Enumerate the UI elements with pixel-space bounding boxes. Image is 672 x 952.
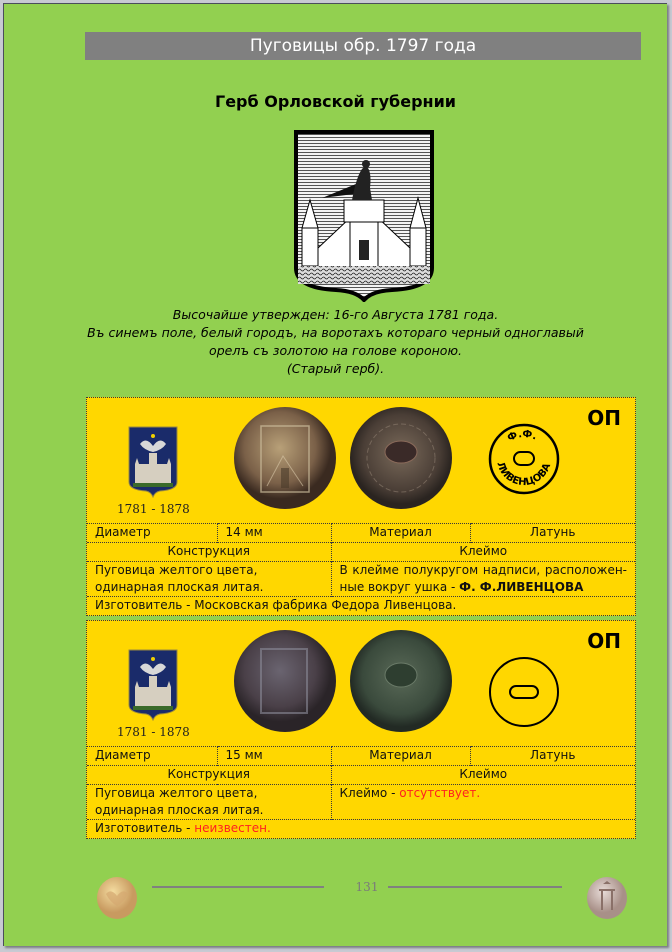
- footer-divider-right: [388, 886, 562, 888]
- eagle-button-icon: [96, 876, 138, 920]
- stamp-empty-shank-icon: [487, 655, 561, 729]
- construction-text: Пуговица желтого цвета, одинарная плоская литая.: [87, 785, 331, 820]
- mark-label: Клеймо: [331, 766, 635, 785]
- button-obverse-photo: [233, 406, 337, 510]
- oryol-color-arms-icon: [128, 426, 178, 498]
- material-value: Латунь: [470, 524, 635, 543]
- coat-of-arms-description: [4, 306, 667, 378]
- footer-divider-left: [152, 886, 324, 888]
- page-number: 131: [355, 880, 379, 894]
- maker-label: Изготовитель -: [95, 598, 195, 612]
- button-card-2: [86, 620, 636, 839]
- maker-cell: [87, 820, 635, 839]
- description-line: орелъ съ золотою на голове короною.: [209, 343, 462, 358]
- table-row: [87, 597, 635, 616]
- table-row: [87, 524, 635, 543]
- chapter-title: Пуговицы обр. 1797 года: [249, 36, 477, 56]
- mark-label: Клеймо: [331, 543, 635, 562]
- maker-label: Изготовитель -: [95, 821, 195, 835]
- chapter-header: [85, 32, 641, 60]
- officer-type-badge: ОП: [587, 629, 621, 653]
- table-row: [87, 747, 635, 766]
- maker-value: Московская фабрика Федора Ливенцова.: [194, 598, 457, 612]
- button-reverse-photo: [349, 406, 453, 510]
- mark-absent-note: отсутствует.: [399, 786, 481, 800]
- specs-table: [87, 523, 635, 615]
- maker-value: неизвестен.: [194, 821, 271, 835]
- description-line: (Старый герб).: [286, 361, 385, 376]
- document-page: [3, 3, 667, 946]
- material-label: Материал: [331, 524, 470, 543]
- diameter-label: Диаметр: [87, 747, 217, 766]
- construction-text: Пуговица желтого цвета, одинарная плоская литая.: [87, 562, 331, 597]
- description-line: Въ синемъ поле, белый городъ, на воротахъ котораго черный одноглавый: [87, 325, 584, 340]
- construction-label: Конструкция: [87, 543, 331, 562]
- mark-text: [331, 562, 635, 597]
- svg-text:ЛИВЕНЦОВА: ЛИВЕНЦОВА: [494, 460, 554, 489]
- officer-type-badge: ОП: [587, 406, 621, 430]
- stamp-ff-liventsova-icon: [487, 422, 561, 496]
- years-range: 1781 - 1878: [117, 502, 190, 516]
- table-row: [87, 543, 635, 562]
- mark-inscription: Ф. Ф.ЛИВЕНЦОВА: [459, 580, 584, 594]
- table-row: [87, 785, 635, 820]
- button-reverse-photo: [349, 629, 453, 733]
- construction-label: Конструкция: [87, 766, 331, 785]
- button-card-1: [86, 397, 636, 616]
- years-range: 1781 - 1878: [117, 725, 190, 739]
- material-label: Материал: [331, 747, 470, 766]
- diameter-value: 14 мм: [217, 524, 331, 543]
- diameter-value: 15 мм: [217, 747, 331, 766]
- table-row: [87, 820, 635, 839]
- mark-text-prefix: Клеймо -: [339, 786, 400, 800]
- description-line: Высочайше утвержден: 16-го Августа 1781 года.: [172, 307, 499, 322]
- section-title: Герб Орловской губернии: [215, 92, 456, 111]
- svg-text:Ф.Ф.: Ф.Ф.: [505, 428, 539, 445]
- mark-text-prefix: В клейме полукругом надписи, расположен-ные вокруг ушка -: [339, 563, 627, 594]
- oryol-coat-of-arms-icon: [292, 128, 436, 302]
- diameter-label: Диаметр: [87, 524, 217, 543]
- maker-cell: [87, 597, 635, 616]
- material-value: Латунь: [470, 747, 635, 766]
- monogram-p-button-icon: [586, 876, 628, 920]
- oryol-color-arms-icon: [128, 649, 178, 721]
- specs-table: [87, 746, 635, 838]
- table-row: [87, 562, 635, 597]
- button-obverse-photo: [233, 629, 337, 733]
- table-row: [87, 766, 635, 785]
- mark-text: [331, 785, 635, 820]
